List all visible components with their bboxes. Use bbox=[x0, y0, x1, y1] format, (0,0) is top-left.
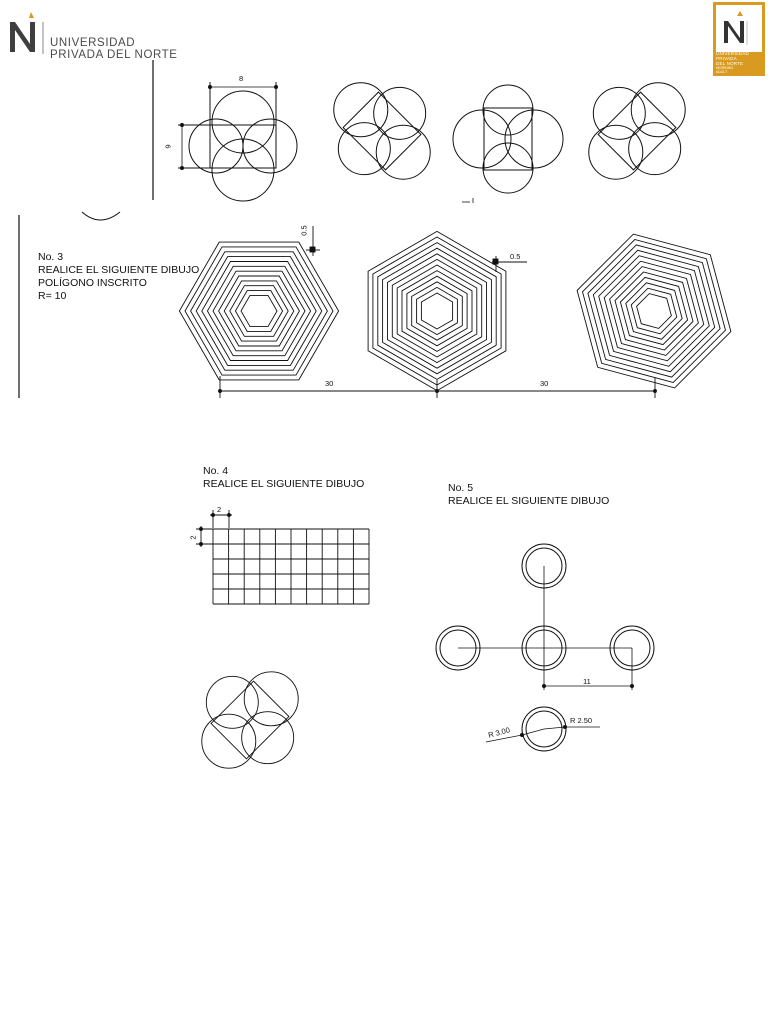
hexagon-ring bbox=[179, 242, 338, 380]
figure-four-circles-dimensioned bbox=[178, 82, 297, 201]
ring-left bbox=[436, 626, 480, 670]
dim-spacing-label: 11 bbox=[583, 677, 591, 686]
hexagon-ring bbox=[620, 277, 687, 344]
dim-cell-w-label: 2 bbox=[217, 505, 222, 514]
exercise-3-title bbox=[38, 251, 199, 303]
figure-rotated-circles-c bbox=[174, 644, 327, 797]
hexagon-ring bbox=[230, 286, 288, 337]
working-adult-badge bbox=[713, 2, 765, 76]
dim-offset-b-label: 0.5 bbox=[510, 252, 521, 261]
hexagon-ring bbox=[421, 293, 452, 329]
hexagon-ring bbox=[599, 256, 710, 367]
dim-width-label: 8 bbox=[239, 74, 244, 83]
hexagon-ring bbox=[397, 265, 477, 357]
dim-offset-a-label: 0.5 bbox=[299, 225, 309, 236]
hexagon-ring bbox=[219, 276, 300, 346]
hexagon-ring bbox=[213, 271, 305, 351]
hexagon-ring bbox=[388, 254, 487, 368]
exercise-5-number: No. 5 bbox=[448, 482, 474, 494]
figure-rotated-circles-b bbox=[561, 55, 714, 208]
badge-sub-2: ADULT bbox=[716, 70, 728, 74]
ring-right bbox=[610, 626, 654, 670]
hexagon-ring bbox=[185, 247, 333, 375]
hexagon-ring bbox=[626, 283, 682, 339]
badge-line-3: DEL NORTE bbox=[716, 61, 744, 66]
hexagon-ring bbox=[417, 287, 458, 334]
ring-bottom bbox=[522, 707, 566, 751]
hexagon-ring bbox=[637, 294, 672, 329]
exercise-4-title bbox=[203, 465, 364, 491]
hexagon-ring bbox=[191, 252, 328, 370]
hexagon-ring bbox=[412, 282, 463, 340]
exercise-5-title bbox=[448, 482, 609, 508]
hexagon-ring bbox=[207, 266, 310, 355]
figure-rotated-circles-a bbox=[306, 55, 459, 208]
exercise-3-radius: R= 10 bbox=[38, 290, 67, 302]
hexagon-ring bbox=[392, 259, 481, 362]
hexagon-ring bbox=[615, 272, 693, 350]
hexagon-ring bbox=[577, 234, 731, 388]
square-grid bbox=[213, 529, 369, 604]
hexagon-ring bbox=[202, 262, 316, 361]
hexagon-ring bbox=[383, 248, 492, 374]
dim-cell-h-label: 2 bbox=[188, 535, 198, 540]
dim-spacing-b-label: 30 bbox=[540, 379, 549, 388]
hexagon-set-rotated bbox=[577, 234, 731, 388]
brand-line-1: UNIVERSIDAD bbox=[50, 37, 136, 49]
dim-inner-radius-label: R 2.50 bbox=[570, 716, 593, 725]
hexagon-ring bbox=[224, 281, 294, 341]
hexagon-ring bbox=[373, 237, 501, 385]
dim-spacing-a-label: 30 bbox=[325, 379, 334, 388]
dim-outer-radius-label: R 3.00 bbox=[487, 725, 511, 740]
exercise-3-number: No. 3 bbox=[38, 251, 64, 263]
badge-logo-icon bbox=[716, 5, 762, 52]
hexagon-ring bbox=[583, 240, 726, 383]
badge-sub-1: WORKING bbox=[716, 66, 734, 70]
ring-top bbox=[522, 544, 566, 588]
badge-line-2: PRIVADA bbox=[716, 56, 737, 61]
hexagon-ring bbox=[407, 276, 467, 346]
hexagon-ring bbox=[604, 261, 704, 361]
university-name bbox=[50, 37, 178, 61]
exercise-4-instruction: REALICE EL SIGUIENTE DIBUJO bbox=[203, 478, 365, 490]
hexagon-ring bbox=[235, 291, 282, 332]
dim-height-label: 6 bbox=[163, 144, 173, 149]
hexagon-set-flat bbox=[179, 242, 338, 380]
hexagon-ring bbox=[196, 257, 322, 366]
hexagon-ring bbox=[610, 267, 699, 356]
hexagon-ring bbox=[378, 243, 496, 380]
ring-center bbox=[522, 626, 566, 670]
hexagon-ring bbox=[593, 250, 714, 371]
exercise-3-subtitle: POLÍGONO INSCRITO bbox=[38, 277, 147, 289]
hexagon-set-pointy bbox=[368, 231, 506, 390]
figure-vertical-circles bbox=[453, 85, 563, 193]
badge-line-1: UNIVERSIDAD bbox=[716, 51, 749, 56]
exercise-5-instruction: REALICE EL SIGUIENTE DIBUJO bbox=[448, 495, 610, 507]
exercise-3-instruction: REALICE EL SIGUIENTE DIBUJO bbox=[38, 264, 200, 276]
hexagon-ring bbox=[241, 295, 277, 326]
brand-line-2: PRIVADA DEL NORTE bbox=[50, 49, 178, 61]
hexagon-ring bbox=[631, 288, 677, 334]
hexagon-ring bbox=[588, 245, 720, 377]
hexagon-ring bbox=[368, 231, 506, 390]
exercise-4-number: No. 4 bbox=[203, 465, 229, 477]
hexagon-ring bbox=[402, 271, 472, 352]
